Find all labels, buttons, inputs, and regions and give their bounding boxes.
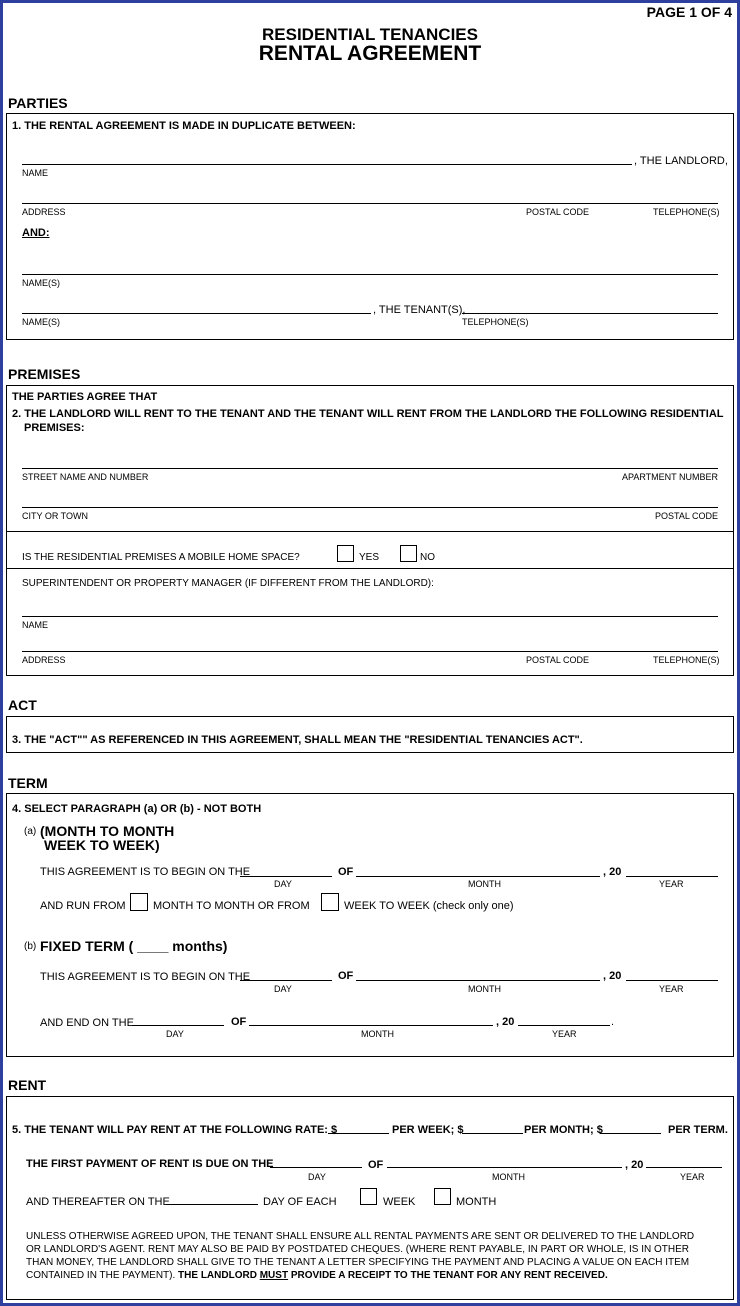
thereafter-day-field[interactable] xyxy=(166,1204,258,1205)
term-a-title-2: WEEK TO WEEK) xyxy=(44,837,160,853)
first-payment-month-label: MONTH xyxy=(492,1172,525,1182)
term-a-year-prefix: , 20 xyxy=(603,866,622,878)
rent-term-field[interactable] xyxy=(600,1133,661,1134)
run-from-label: AND RUN FROM xyxy=(40,900,126,912)
premises-heading: PREMISES xyxy=(8,366,81,382)
premises-item-2-line-2: PREMISES: xyxy=(24,422,85,434)
superintendent-name-field[interactable] xyxy=(22,616,718,617)
city-label: CITY OR TOWN xyxy=(22,511,89,521)
tenant-suffix: , THE TENANT(S), xyxy=(373,304,466,316)
parties-box xyxy=(6,113,734,340)
per-week-label: PER WEEK; $ xyxy=(392,1124,464,1136)
tenant-names-field-1[interactable] xyxy=(22,274,718,275)
landlord-address-field[interactable] xyxy=(22,203,718,204)
superintendent-postal-label: POSTAL CODE xyxy=(526,655,590,665)
month-to-month-checkbox[interactable] xyxy=(130,893,148,911)
premises-divider-1 xyxy=(6,531,734,532)
first-payment-year-label: YEAR xyxy=(680,1172,705,1182)
rent-month-field[interactable] xyxy=(462,1133,523,1134)
first-payment-day-field[interactable] xyxy=(270,1167,362,1168)
term-b-year-field[interactable] xyxy=(626,980,718,981)
term-b-title: FIXED TERM ( ____ months) xyxy=(40,938,228,954)
rent-week-label: WEEK xyxy=(383,1196,416,1208)
rent-paragraph-3: THAN MONEY, THE LANDLORD SHALL GIVE TO THE TENANT A LETTER SPECIFYING THE PAYMENT AND PLACING A VALUE ON EACH ITEM xyxy=(26,1257,690,1268)
act-heading: ACT xyxy=(8,697,37,713)
tenant-telephone-label: TELEPHONE(S) xyxy=(462,317,529,327)
superintendent-name-label: NAME xyxy=(22,620,49,630)
end-period: . xyxy=(611,1016,615,1028)
superintendent-address-label: ADDRESS xyxy=(22,655,66,665)
end-month-label: MONTH xyxy=(361,1029,394,1039)
premises-item-2-line-1: 2. THE LANDLORD WILL RENT TO THE TENANT AND THE TENANT WILL RENT FROM THE LANDLORD THE FOLLOWING RESIDENTIAL xyxy=(12,408,724,420)
landlord-telephone-label: TELEPHONE(S) xyxy=(653,207,720,217)
term-a-year-field[interactable] xyxy=(626,876,718,877)
term-a-title-1: (MONTH TO MONTH xyxy=(40,823,175,839)
month-to-month-label: MONTH TO MONTH OR FROM xyxy=(153,900,310,912)
first-payment-year-field[interactable] xyxy=(646,1167,722,1168)
term-b-begin-label: THIS AGREEMENT IS TO BEGIN ON THE xyxy=(40,971,251,983)
landlord-postal-label: POSTAL CODE xyxy=(526,207,590,217)
rent-month-label: MONTH xyxy=(456,1196,497,1208)
end-month-field[interactable] xyxy=(249,1025,493,1026)
first-payment-label: THE FIRST PAYMENT OF RENT IS DUE ON THE xyxy=(26,1158,274,1170)
tenant-names-label-2: NAME(S) xyxy=(22,317,60,327)
landlord-suffix: , THE LANDLORD, xyxy=(634,155,728,167)
rent-receipt-notice-1: THE LANDLORD xyxy=(178,1270,260,1281)
term-a-of: OF xyxy=(338,866,354,878)
parties-heading: PARTIES xyxy=(8,95,68,111)
thereafter-label: AND THEREAFTER ON THE xyxy=(26,1196,170,1208)
premises-intro: THE PARTIES AGREE THAT xyxy=(12,391,158,403)
mobile-no-label: NO xyxy=(420,552,435,563)
term-b-label: (b) xyxy=(24,941,37,952)
term-a-label: (a) xyxy=(24,826,37,837)
landlord-address-label: ADDRESS xyxy=(22,207,66,217)
rent-paragraph-4: CONTAINED IN THE PAYMENT). xyxy=(26,1270,179,1281)
term-a-day-label: DAY xyxy=(274,879,292,889)
title-line-1: RESIDENTIAL TENANCIES xyxy=(262,25,478,44)
day-of-each-label: DAY OF EACH xyxy=(263,1196,337,1208)
rent-receipt-must: MUST xyxy=(259,1270,289,1281)
superintendent-address-field[interactable] xyxy=(22,651,718,652)
mobile-home-question: IS THE RESIDENTIAL PREMISES A MOBILE HOME SPACE? xyxy=(22,552,300,563)
parties-item-1: 1. THE RENTAL AGREEMENT IS MADE IN DUPLICATE BETWEEN: xyxy=(12,120,356,132)
and-label: AND: xyxy=(22,227,50,239)
term-a-begin-label: THIS AGREEMENT IS TO BEGIN ON THE xyxy=(40,866,251,878)
week-to-week-checkbox[interactable] xyxy=(321,893,339,911)
street-label: STREET NAME AND NUMBER xyxy=(22,472,149,482)
term-b-day-label: DAY xyxy=(274,984,292,994)
term-heading: TERM xyxy=(8,775,48,791)
term-not-both: NOT BOTH xyxy=(203,803,262,815)
term-b-month-field[interactable] xyxy=(356,980,600,981)
street-field[interactable] xyxy=(22,468,718,469)
end-year-label: YEAR xyxy=(552,1029,577,1039)
week-to-week-label: WEEK TO WEEK (check only one) xyxy=(344,900,514,912)
end-day-field[interactable] xyxy=(132,1025,224,1026)
superintendent-label: SUPERINTENDENT OR PROPERTY MANAGER (IF DIFFERENT FROM THE LANDLORD): xyxy=(22,578,434,589)
first-payment-day-label: DAY xyxy=(308,1172,326,1182)
first-payment-year-prefix: , 20 xyxy=(625,1159,644,1171)
tenant-telephone-field[interactable] xyxy=(462,313,718,314)
page-label: PAGE 1 OF 4 xyxy=(646,4,732,20)
term-a-year-label: YEAR xyxy=(659,879,684,889)
mobile-yes-checkbox[interactable] xyxy=(337,545,354,562)
act-item-3: 3. THE "ACT"" AS REFERENCED IN THIS AGREEMENT, SHALL MEAN THE "RESIDENTIAL TENANCIES ACT". xyxy=(12,734,583,746)
first-payment-month-field[interactable] xyxy=(387,1167,622,1168)
rent-week-checkbox[interactable] xyxy=(360,1188,377,1205)
premises-postal-label: POSTAL CODE xyxy=(654,511,718,521)
rent-week-field[interactable] xyxy=(328,1133,389,1134)
tenant-names-field-2[interactable] xyxy=(22,313,371,314)
term-item-4: 4. SELECT PARAGRAPH (a) OR (b) - xyxy=(12,803,204,815)
term-a-month-label: MONTH xyxy=(468,879,501,889)
rent-receipt-notice-2: PROVIDE A RECEIPT TO THE TENANT FOR ANY RENT RECEIVED. xyxy=(288,1270,608,1281)
term-b-of: OF xyxy=(338,970,354,982)
title-line-2: RENTAL AGREEMENT xyxy=(258,42,482,65)
per-term-label: PER TERM. xyxy=(668,1124,728,1136)
tenant-names-label-1: NAME(S) xyxy=(22,278,60,288)
end-of: OF xyxy=(231,1016,247,1028)
first-payment-of: OF xyxy=(368,1159,384,1171)
term-b-day-field[interactable] xyxy=(240,980,332,981)
mobile-yes-label: YES xyxy=(359,552,380,563)
rent-paragraph-2: OR LANDLORD'S AGENT. RENT MAY ALSO BE PAID BY POSTDATED CHEQUES. (WHERE RENT PAYABLE, IN PART OR WHOLE, IS IN OTHER xyxy=(26,1244,689,1255)
per-month-label: PER MONTH; $ xyxy=(524,1124,603,1136)
landlord-name-field[interactable] xyxy=(22,164,632,165)
end-on-label: AND END ON THE xyxy=(40,1017,134,1029)
term-b-year-prefix: , 20 xyxy=(603,970,622,982)
mobile-no-checkbox[interactable] xyxy=(400,545,417,562)
end-year-prefix: , 20 xyxy=(496,1016,515,1028)
city-field[interactable] xyxy=(22,507,718,508)
term-a-month-field[interactable] xyxy=(356,876,600,877)
term-a-day-field[interactable] xyxy=(240,876,332,877)
term-b-year-label: YEAR xyxy=(659,984,684,994)
end-day-label: DAY xyxy=(166,1029,184,1039)
superintendent-telephone-label: TELEPHONE(S) xyxy=(653,655,720,665)
rent-item-5: 5. THE TENANT WILL PAY RENT AT THE FOLLOWING RATE: $ xyxy=(12,1124,338,1136)
rent-month-checkbox[interactable] xyxy=(434,1188,451,1205)
apartment-label: APARTMENT NUMBER xyxy=(621,472,718,482)
end-year-field[interactable] xyxy=(518,1025,610,1026)
rent-heading: RENT xyxy=(8,1077,47,1093)
premises-divider-2 xyxy=(6,568,734,569)
landlord-name-label: NAME xyxy=(22,168,49,178)
term-b-month-label: MONTH xyxy=(468,984,501,994)
rent-paragraph-1: UNLESS OTHERWISE AGREED UPON, THE TENANT SHALL ENSURE ALL RENTAL PAYMENTS ARE SENT OR DELIVERED TO THE LANDLORD xyxy=(26,1231,695,1242)
